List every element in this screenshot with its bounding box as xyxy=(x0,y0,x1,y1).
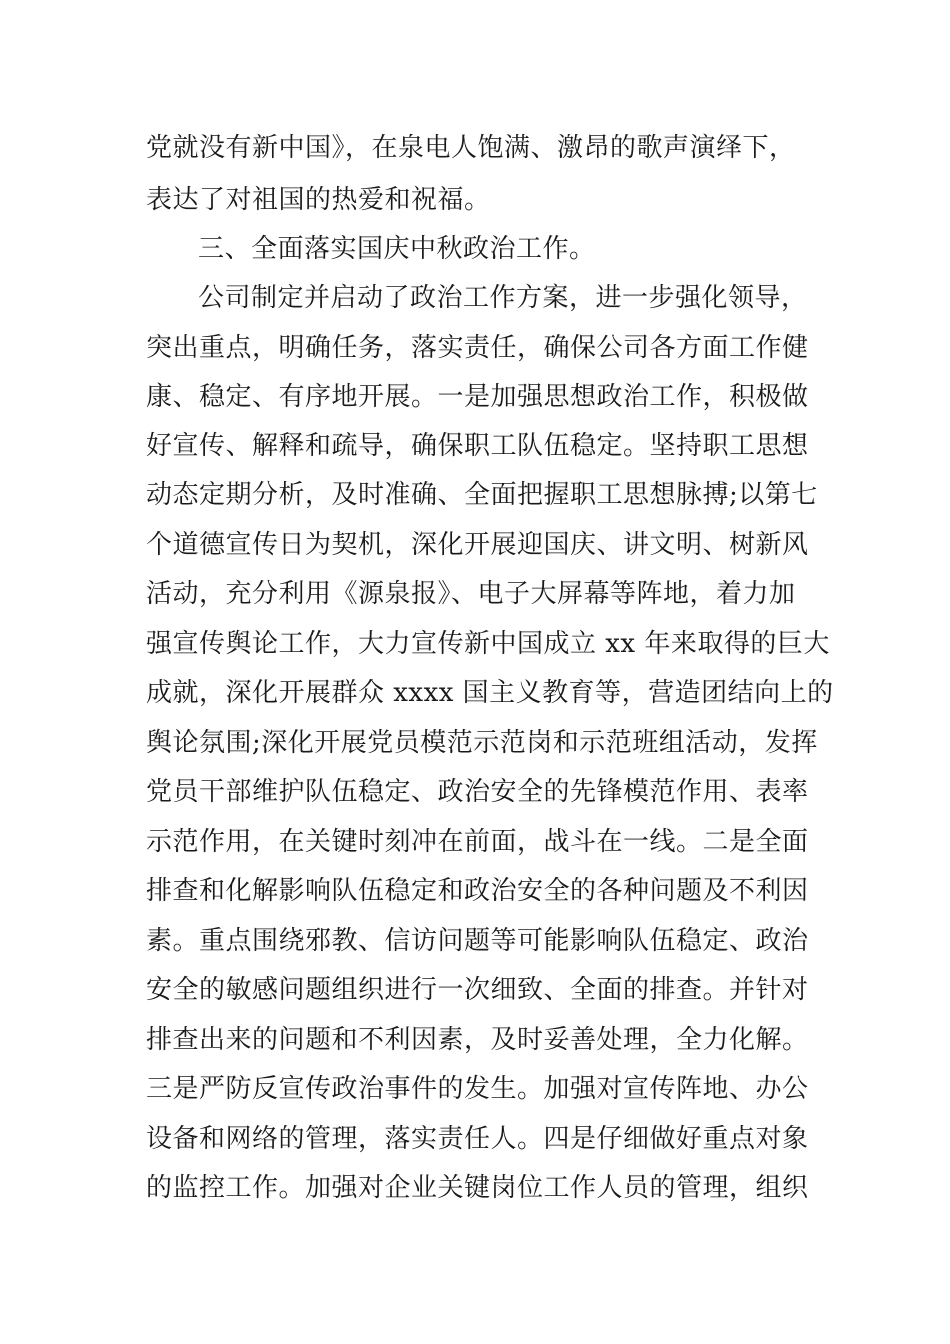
text-line-14: 党员干部维护队伍稳定、政治安全的先锋模范作用、表率 xyxy=(146,777,809,807)
text-line-13: 舆论氛围;深化开展党员模范示范岗和示范班组活动，发挥 xyxy=(146,728,818,758)
text-line-11: 强宣传舆论工作，大力宣传新中国成立 xx 年来取得的巨大 xyxy=(146,629,830,659)
text-line-7: 好宣传、解释和疏导，确保职工队伍稳定。坚持职工思想 xyxy=(146,431,809,461)
text-line-12: 成就，深化开展群众 xxxx 国主义教育等，营造团结向上的 xyxy=(146,678,834,708)
text-line-19: 排查出来的问题和不利因素，及时妥善处理，全力化解。 xyxy=(146,1025,809,1055)
text-line-22: 的监控工作。加强对企业关键岗位工作人员的管理，组织 xyxy=(146,1173,809,1203)
text-line-5: 突出重点，明确任务，落实责任，确保公司各方面工作健 xyxy=(146,333,809,363)
text-line-17: 素。重点围绕邪教、信访问题等可能影响队伍稳定、政治 xyxy=(146,926,809,956)
text-line-16: 排查和化解影响队伍稳定和政治安全的各种问题及不利因 xyxy=(146,876,809,906)
text-line-4: 公司制定并启动了政治工作方案，进一步强化领导， xyxy=(198,283,808,313)
text-line-18: 安全的敏感问题组织进行一次细致、全面的排查。并针对 xyxy=(146,975,809,1005)
text-line-9: 个道德宣传日为契机，深化开展迎国庆、讲文明、树新风 xyxy=(146,530,809,560)
text-line-6: 康、稳定、有序地开展。一是加强思想政治工作，积极做 xyxy=(146,382,809,412)
section-heading: 三、全面落实国庆中秋政治工作。 xyxy=(198,234,596,264)
text-line-1: 党就没有新中国》，在泉电人饱满、激昂的歌声演绎下， xyxy=(146,133,796,163)
text-line-15: 示范作用，在关键时刻冲在前面，战斗在一线。二是全面 xyxy=(146,827,809,857)
text-line-8: 动态定期分析，及时准确、全面把握职工思想脉搏;以第七 xyxy=(146,480,818,510)
text-line-20: 三是严防反宣传政治事件的发生。加强对宣传阵地、办公 xyxy=(146,1074,809,1104)
text-line-10: 活动，充分利用《源泉报》、电子大屏幕等阵地，着力加 xyxy=(146,579,796,609)
text-line-2: 表达了对祖国的热爱和祝福。 xyxy=(146,185,491,215)
text-line-21: 设备和网络的管理，落实责任人。四是仔细做好重点对象 xyxy=(146,1124,809,1154)
